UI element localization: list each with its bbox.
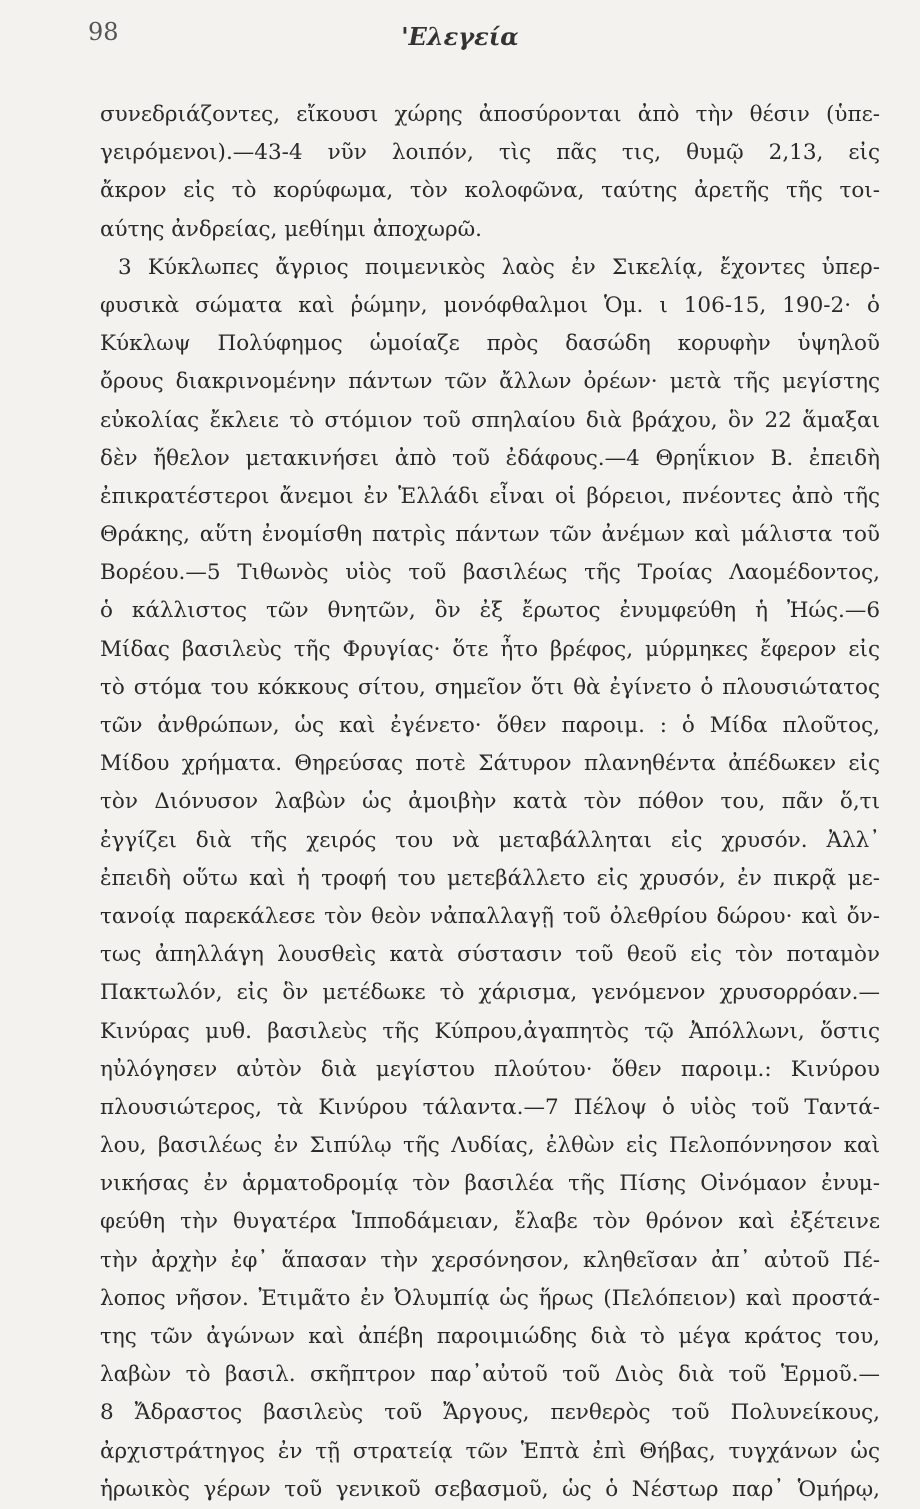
text-line: τως ἀπηλλάγη λουσθεὶς κατὰ σύστασιν τοῦ θεοῦ εἰς τὸν ποταμὸν	[100, 942, 880, 968]
text-line: ἐπειδὴ οὕτω καὶ ἡ τροφή του μετεβάλλετο εἰς χρυσόν, ἐν πικρᾷ με-	[100, 865, 880, 891]
text-line: λαβὼν τὸ βασιλ. σκῆπτρον παρ᾽αὐτοῦ τοῦ Διὸς διὰ τοῦ Ἑρμοῦ.—	[100, 1362, 880, 1388]
text-line: τῶν ἀνθρώπων, ὡς καὶ ἐγένετο· ὅθεν παροιμ. : ὁ Μίδα πλοῦτος,	[100, 713, 880, 738]
text-line: συνεδριάζοντες, εἴκουσι χώρης ἀποσύρονται ἀπὸ τὴν θέσιν (ὑπε-	[100, 102, 880, 127]
text-line: ἀρχιστράτηγος ἐν τῇ στρατείᾳ τῶν Ἑπτὰ ἐπὶ Θήβας, τυγχάνων ὡς	[100, 1438, 880, 1464]
text-line: τανοίᾳ παρεκάλεσε τὸν θεὸν νἀπαλλαγῇ τοῦ ὀλεθρίου δώρου· καὶ ὄν-	[100, 903, 880, 929]
text-line: Θράκης, αὕτη ἐνομίσθη πατρὶς πάντων τῶν ἀνέμων καὶ μάλιστα τοῦ	[100, 522, 880, 548]
text-line: πλουσιώτερος, τὰ Κινύρου τάλαντα.—7 Πέλοψ ὁ υἱὸς τοῦ Ταντά-	[100, 1094, 880, 1120]
text-line: λοπος νῆσον. Ἐτιμᾶτο ἐν Ὀλυμπίᾳ ὡς ἥρως (Πελόπειον) καὶ προστά-	[100, 1285, 880, 1311]
text-line: εὐκολίας ἔκλειε τὸ στόμιον τοῦ σπηλαίου διὰ βράχου, ὃν 22 ἅμαξαι	[100, 407, 880, 433]
text-line: ὄρους διακρινομένην πάντων τῶν ἄλλων ὀρέων· μετὰ τῆς μεγίστης	[100, 369, 880, 395]
text-line: Βορέου.—5 Τιθωνὸς υἱὸς τοῦ βασιλέως τῆς Τροίας Λαομέδοντος,	[100, 560, 880, 586]
text-line: Πακτωλόν, εἰς ὃν μετέδωκε τὸ χάρισμα, γενόμενον χρυσορρόαν.—	[100, 980, 880, 1006]
text-line: ἐπικρατέστεροι ἄνεμοι ἐν Ἑλλάδι εἶναι οἱ βόρειοι, πνέοντες ἀπὸ τῆς	[100, 483, 880, 509]
text-line: τὴν ἀρχὴν ἐφ᾽ ἅπασαν τὴν χερσόνησον, κληθεῖσαν ἀπ᾽ αὐτοῦ Πέ-	[100, 1247, 880, 1273]
commentary-text	[100, 96, 880, 1509]
text-line: δὲν ἤθελον μετακινήσει ἀπὸ τοῦ ἐδάφους.—4 Θρηΐκιον Β. ἐπειδὴ	[100, 445, 880, 471]
text-line: λου, βασιλέως ἐν Σιπύλῳ τῆς Λυδίας, ἐλθὼν εἰς Πελοπόννησον καὶ	[100, 1133, 880, 1159]
text-line: ὁ κάλλιστος τῶν θνητῶν, ὃν ἐξ ἔρωτος ἐνυμφεύθη ἡ Ἠώς.—6	[100, 598, 880, 624]
text-line: Κινύρας μυθ. βασιλεὺς τῆς Κύπρου,ἀγαπητὸς τῷ Ἀπόλλωνι, ὅστις	[100, 1018, 880, 1044]
text-line: Κύκλωψ Πολύφημος ὡμοίαζε πρὸς δασώδη κορυφὴν ὑψηλοῦ	[100, 331, 880, 357]
text-line: 8 Ἄδραστος βασιλεὺς τοῦ Ἄργους, πενθερὸς τοῦ Πολυνείκους,	[100, 1400, 880, 1426]
text-line: Μίδας βασιλεὺς τῆς Φρυγίας· ὅτε ἦτο βρέφος, μύρμηκες ἔφερον εἰς	[100, 636, 880, 662]
text-line: φεύθη τὴν θυγατέρα Ἱπποδάμειαν, ἔλαβε τὸν θρόνον καὶ ἐξέτεινε	[100, 1209, 880, 1235]
text-line: Μίδου χρήματα. Θηρεύσας ποτὲ Σάτυρον πλανηθέντα ἀπέδωκεν εἰς	[100, 751, 880, 777]
text-line: ἐγγίζει διὰ τῆς χειρός του νὰ μεταβάλληται εἰς χρυσόν. Ἀλλ᾽	[100, 827, 880, 853]
text-line: γειρόμενοι).—43-4 νῦν λοιπόν, τὶς πᾶς τις, θυμῷ 2,13, εἰς	[100, 140, 880, 166]
text-line: τὸ στόμα του κόκκους σίτου, σημεῖον ὅτι θὰ ἐγίνετο ὁ πλουσιώτατος	[100, 674, 880, 700]
text-line: τὸν Διόνυσον λαβὼν ὡς ἀμοιβὴν κατὰ τὸν πόθον του, πᾶν ὅ,τι	[100, 789, 880, 815]
page-number: 98	[88, 18, 119, 46]
text-line: ἡρωικὸς γέρων τοῦ γενικοῦ σεβασμοῦ, ὡς ὁ Νέστωρ παρ᾽ Ὁμήρῳ,	[100, 1476, 880, 1502]
text-line: νικήσας ἐν ἁρματοδρομίᾳ τὸν βασιλέα τῆς Πίσης Οἰνόμαον ἐνυμ-	[100, 1171, 880, 1197]
text-line: ἄκρον εἰς τὸ κορύφωμα, τὸν κολοφῶνα, ταύτης ἀρετῆς τῆς τοι-	[100, 178, 880, 204]
text-line: 3 Κύκλωπες ἄγριος ποιμενικὸς λαὸς ἐν Σικελίᾳ, ἔχοντες ὑπερ-	[118, 254, 880, 280]
text-line: αύτης ἀνδρείας, μεθίημι ἀποχωρῶ.	[100, 216, 482, 242]
text-line: φυσικὰ σώματα καὶ ῥώμην, μονόφθαλμοι Ὁμ. ι 106-15, 190-2· ὁ	[100, 292, 880, 318]
page-header	[0, 14, 920, 54]
text-line: της τῶν ἀγώνων καὶ ἀπέβη παροιμιώδης διὰ τὸ μέγα κράτος του,	[100, 1324, 880, 1349]
text-line: ηὐλόγησεν αὐτὸν διὰ μεγίστου πλούτου· ὅθεν παροιμ.: Κινύρου	[100, 1056, 880, 1082]
running-title: 'Ελεγεία	[401, 22, 519, 51]
